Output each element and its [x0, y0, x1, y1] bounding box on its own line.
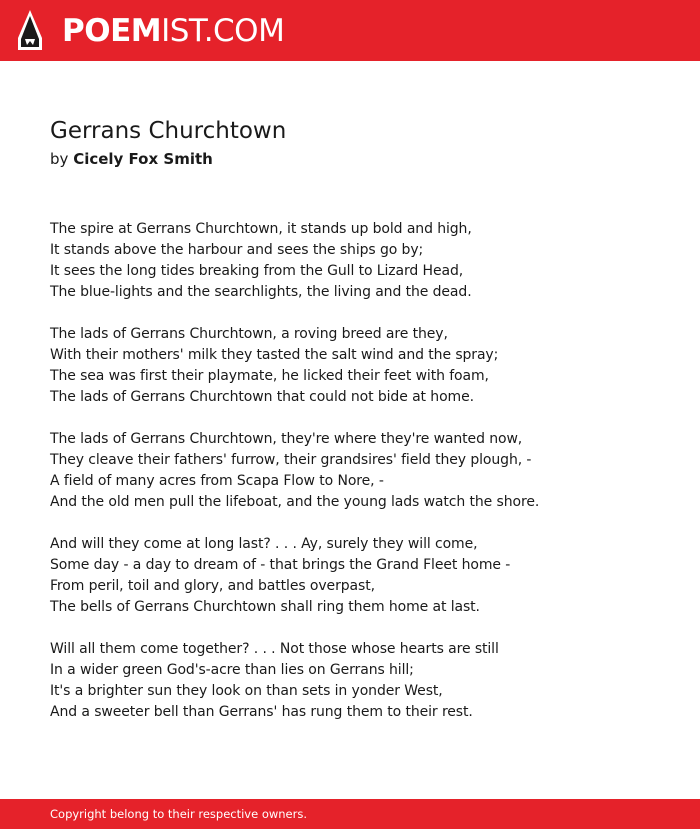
- poem-line: In a wider green God's-acre than lies on Gerrans hill;: [50, 662, 414, 678]
- by-label: by: [50, 150, 69, 168]
- logo-bold-text: POEM: [62, 13, 162, 49]
- poem-line: It sees the long tides breaking from the Gull to Lizard Head,: [50, 263, 464, 279]
- poem-line: And a sweeter bell than Gerrans' has rung them to their rest.: [50, 704, 473, 720]
- poem-line: The lads of Gerrans Churchtown, they're where they're wanted now,: [50, 431, 523, 447]
- stanza-4: [50, 534, 670, 618]
- poem-line: The spire at Gerrans Churchtown, it stands up bold and high,: [50, 221, 472, 237]
- copyright-text: Copyright belong to their respective owners.: [50, 807, 308, 821]
- poem-line: It's a brighter sun they look on than sets in yonder West,: [50, 683, 443, 699]
- site-logo[interactable]: [62, 11, 284, 51]
- site-footer: [0, 799, 700, 829]
- poem-line: The bells of Gerrans Churchtown shall ring them home at last.: [50, 599, 480, 615]
- pen-nib-icon[interactable]: [18, 10, 42, 50]
- poem-line: And the old men pull the lifeboat, and the young lads watch the shore.: [50, 494, 540, 510]
- poem-line: A field of many acres from Scapa Flow to Nore, -: [50, 473, 384, 489]
- poem-line: The lads of Gerrans Churchtown, a roving breed are they,: [50, 326, 448, 342]
- poem-line: Some day - a day to dream of - that brings the Grand Fleet home -: [50, 557, 511, 573]
- byline: [50, 148, 213, 170]
- author-name: Cicely Fox Smith: [73, 150, 213, 168]
- poem-line: With their mothers' milk they tasted the salt wind and the spray;: [50, 347, 499, 363]
- stanza-2: [50, 324, 670, 408]
- stanza-3: [50, 429, 670, 513]
- poem-line: The sea was first their playmate, he licked their feet with foam,: [50, 368, 489, 384]
- stanza-5: [50, 639, 670, 723]
- poem-line: The blue-lights and the searchlights, the living and the dead.: [50, 284, 472, 300]
- poem-body: [50, 219, 670, 744]
- poem-line: And will they come at long last? . . . Ay, surely they will come,: [50, 536, 478, 552]
- poem-line: From peril, toil and glory, and battles overpast,: [50, 578, 375, 594]
- poem-line: It stands above the harbour and sees the ships go by;: [50, 242, 424, 258]
- logo-light-text: IST.COM: [161, 13, 285, 49]
- poem-line: Will all them come together? . . . Not those whose hearts are still: [50, 641, 499, 657]
- stanza-1: [50, 219, 670, 303]
- poem-title: Gerrans Churchtown: [50, 118, 287, 144]
- poem-line: The lads of Gerrans Churchtown that could not bide at home.: [50, 389, 474, 405]
- site-header: [0, 0, 700, 61]
- poem-line: They cleave their fathers' furrow, their grandsires' field they plough, -: [50, 452, 532, 468]
